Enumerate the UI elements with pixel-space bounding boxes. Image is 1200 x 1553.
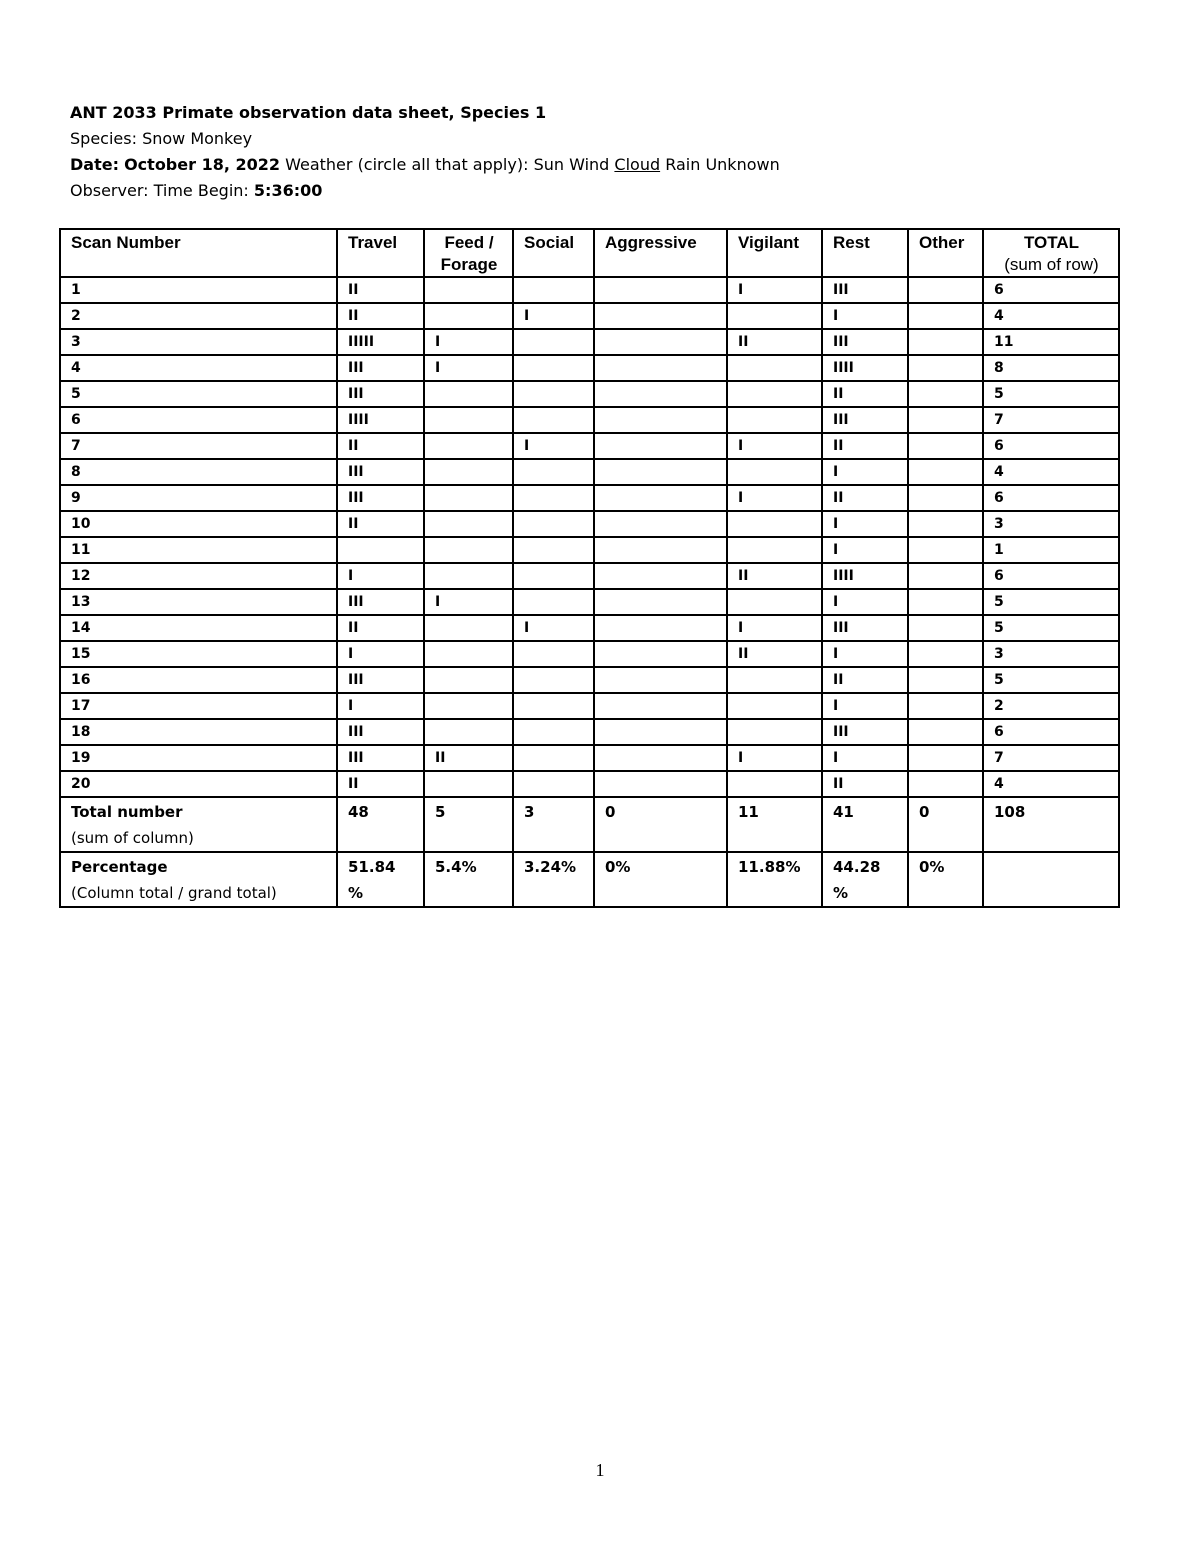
- weather-option-unknown: Unknown: [705, 155, 780, 174]
- percentage-label-cell: [60, 852, 337, 907]
- cell-vigilant: I: [727, 485, 822, 511]
- cell-total: 1: [983, 537, 1119, 563]
- cell-total: 8: [983, 355, 1119, 381]
- cell-feed-forage: [424, 485, 513, 511]
- cell-rest: III: [822, 329, 908, 355]
- cell-rest: III: [822, 277, 908, 303]
- total-number-label-cell: [60, 797, 337, 852]
- percentage-other: 0%: [908, 852, 983, 907]
- cell-other: [908, 485, 983, 511]
- col-header-scan-number: Scan Number: [60, 229, 337, 277]
- cell-feed-forage: [424, 277, 513, 303]
- table-row: [60, 459, 1119, 485]
- cell-scan-number: 3: [60, 329, 337, 355]
- cell-scan-number: 8: [60, 459, 337, 485]
- cell-social: [513, 277, 594, 303]
- table-row: [60, 719, 1119, 745]
- cell-other: [908, 667, 983, 693]
- cell-other: [908, 303, 983, 329]
- cell-travel: IIIII: [337, 329, 424, 355]
- cell-vigilant: [727, 589, 822, 615]
- percentage-aggressive: 0%: [594, 852, 727, 907]
- weather-option-cloud: Cloud: [614, 155, 661, 174]
- cell-total: 7: [983, 407, 1119, 433]
- cell-aggressive: [594, 433, 727, 459]
- cell-rest: II: [822, 771, 908, 797]
- col-header-total-label: TOTAL: [1023, 233, 1080, 252]
- date-label: Date:: [70, 155, 119, 174]
- cell-other: [908, 381, 983, 407]
- table-row: [60, 485, 1119, 511]
- cell-aggressive: [594, 771, 727, 797]
- cell-feed-forage: [424, 615, 513, 641]
- table-row: [60, 433, 1119, 459]
- cell-vigilant: [727, 511, 822, 537]
- cell-social: [513, 381, 594, 407]
- cell-other: [908, 277, 983, 303]
- cell-feed-forage: I: [424, 355, 513, 381]
- cell-social: [513, 745, 594, 771]
- cell-feed-forage: I: [424, 329, 513, 355]
- percentage-row: [60, 852, 1119, 907]
- cell-travel: I: [337, 563, 424, 589]
- cell-total: 3: [983, 641, 1119, 667]
- cell-vigilant: I: [727, 433, 822, 459]
- table-row: [60, 615, 1119, 641]
- cell-other: [908, 641, 983, 667]
- cell-aggressive: [594, 563, 727, 589]
- cell-aggressive: [594, 511, 727, 537]
- col-header-social: Social: [513, 229, 594, 277]
- total-travel: 48: [337, 797, 424, 852]
- total-other: 0: [908, 797, 983, 852]
- col-header-total-sub: (sum of row): [1004, 255, 1099, 274]
- cell-vigilant: [727, 667, 822, 693]
- cell-other: [908, 719, 983, 745]
- cell-scan-number: 7: [60, 433, 337, 459]
- table-row: [60, 745, 1119, 771]
- cell-aggressive: [594, 615, 727, 641]
- cell-aggressive: [594, 459, 727, 485]
- total-feed-forage: 5: [424, 797, 513, 852]
- cell-scan-number: 1: [60, 277, 337, 303]
- observation-table: [59, 228, 1120, 908]
- cell-travel: III: [337, 745, 424, 771]
- cell-total: 4: [983, 303, 1119, 329]
- percentage-travel: 51.84 %: [337, 852, 424, 907]
- cell-social: [513, 407, 594, 433]
- cell-rest: II: [822, 485, 908, 511]
- cell-other: [908, 771, 983, 797]
- cell-social: [513, 693, 594, 719]
- cell-travel: IIII: [337, 407, 424, 433]
- cell-scan-number: 9: [60, 485, 337, 511]
- species-value: Snow Monkey: [142, 129, 253, 148]
- weather-option-rain: Rain: [665, 155, 701, 174]
- cell-social: I: [513, 433, 594, 459]
- percentage-total: [983, 852, 1119, 907]
- cell-total: 6: [983, 719, 1119, 745]
- table-row: [60, 771, 1119, 797]
- cell-total: 3: [983, 511, 1119, 537]
- cell-social: [513, 719, 594, 745]
- cell-scan-number: 4: [60, 355, 337, 381]
- cell-feed-forage: [424, 771, 513, 797]
- cell-rest: I: [822, 303, 908, 329]
- col-header-feed-forage: [424, 229, 513, 277]
- cell-scan-number: 17: [60, 693, 337, 719]
- table-row: [60, 355, 1119, 381]
- cell-vigilant: II: [727, 641, 822, 667]
- cell-vigilant: I: [727, 277, 822, 303]
- weather-option-wind: Wind: [569, 155, 610, 174]
- cell-other: [908, 615, 983, 641]
- cell-scan-number: 14: [60, 615, 337, 641]
- cell-travel: III: [337, 719, 424, 745]
- cell-vigilant: [727, 407, 822, 433]
- cell-scan-number: 5: [60, 381, 337, 407]
- observer-line: [70, 178, 1130, 204]
- species-label: Species:: [70, 129, 137, 148]
- cell-social: [513, 511, 594, 537]
- cell-scan-number: 2: [60, 303, 337, 329]
- cell-feed-forage: [424, 537, 513, 563]
- cell-aggressive: [594, 641, 727, 667]
- table-row: [60, 667, 1119, 693]
- date-value: October 18, 2022: [124, 155, 281, 174]
- cell-travel: III: [337, 485, 424, 511]
- col-header-vigilant: Vigilant: [727, 229, 822, 277]
- cell-vigilant: [727, 719, 822, 745]
- cell-feed-forage: [424, 641, 513, 667]
- cell-feed-forage: [424, 459, 513, 485]
- col-header-aggressive: Aggressive: [594, 229, 727, 277]
- cell-scan-number: 12: [60, 563, 337, 589]
- cell-vigilant: I: [727, 615, 822, 641]
- cell-travel: [337, 537, 424, 563]
- cell-other: [908, 693, 983, 719]
- cell-total: 6: [983, 277, 1119, 303]
- cell-travel: III: [337, 667, 424, 693]
- cell-rest: I: [822, 641, 908, 667]
- cell-travel: III: [337, 459, 424, 485]
- table-row: [60, 303, 1119, 329]
- cell-total: 5: [983, 589, 1119, 615]
- total-number-label: Total number: [71, 803, 183, 821]
- cell-feed-forage: [424, 303, 513, 329]
- cell-rest: I: [822, 589, 908, 615]
- cell-vigilant: [727, 459, 822, 485]
- total-number-sub: (sum of column): [71, 829, 194, 847]
- cell-rest: II: [822, 667, 908, 693]
- cell-other: [908, 589, 983, 615]
- table-row: [60, 589, 1119, 615]
- cell-aggressive: [594, 329, 727, 355]
- cell-scan-number: 6: [60, 407, 337, 433]
- col-header-travel: Travel: [337, 229, 424, 277]
- col-header-other: Other: [908, 229, 983, 277]
- cell-scan-number: 20: [60, 771, 337, 797]
- cell-scan-number: 16: [60, 667, 337, 693]
- percentage-social: 3.24%: [513, 852, 594, 907]
- table-row: [60, 641, 1119, 667]
- table-row: [60, 537, 1119, 563]
- table-row: [60, 407, 1119, 433]
- cell-total: 6: [983, 433, 1119, 459]
- cell-travel: III: [337, 589, 424, 615]
- cell-vigilant: [727, 381, 822, 407]
- cell-vigilant: I: [727, 745, 822, 771]
- cell-aggressive: [594, 745, 727, 771]
- total-rest: 41: [822, 797, 908, 852]
- sheet-title: ANT 2033 Primate observation data sheet, Species 1: [70, 103, 547, 122]
- cell-travel: I: [337, 693, 424, 719]
- table-row: [60, 277, 1119, 303]
- col-header-feed-forage-label: Feed / Forage: [440, 233, 498, 274]
- cell-aggressive: [594, 719, 727, 745]
- cell-total: 7: [983, 745, 1119, 771]
- species-line: [70, 126, 1130, 152]
- cell-aggressive: [594, 407, 727, 433]
- cell-travel: II: [337, 303, 424, 329]
- cell-aggressive: [594, 303, 727, 329]
- cell-travel: I: [337, 641, 424, 667]
- cell-other: [908, 433, 983, 459]
- cell-vigilant: [727, 693, 822, 719]
- cell-social: I: [513, 615, 594, 641]
- cell-rest: IIII: [822, 355, 908, 381]
- cell-vigilant: [727, 355, 822, 381]
- cell-aggressive: [594, 589, 727, 615]
- cell-vigilant: II: [727, 563, 822, 589]
- cell-feed-forage: I: [424, 589, 513, 615]
- cell-feed-forage: [424, 693, 513, 719]
- cell-feed-forage: [424, 719, 513, 745]
- cell-vigilant: II: [727, 329, 822, 355]
- cell-social: [513, 485, 594, 511]
- cell-total: 4: [983, 771, 1119, 797]
- cell-aggressive: [594, 537, 727, 563]
- cell-travel: II: [337, 511, 424, 537]
- cell-total: 5: [983, 667, 1119, 693]
- cell-total: 5: [983, 381, 1119, 407]
- cell-social: [513, 329, 594, 355]
- cell-travel: III: [337, 381, 424, 407]
- cell-other: [908, 329, 983, 355]
- table-row: [60, 381, 1119, 407]
- cell-other: [908, 355, 983, 381]
- cell-vigilant: [727, 303, 822, 329]
- cell-scan-number: 15: [60, 641, 337, 667]
- date-weather-line: [70, 152, 1130, 178]
- cell-scan-number: 10: [60, 511, 337, 537]
- cell-other: [908, 537, 983, 563]
- time-begin-value: 5:36:00: [253, 181, 323, 200]
- table-row: [60, 693, 1119, 719]
- cell-vigilant: [727, 771, 822, 797]
- cell-social: [513, 589, 594, 615]
- cell-rest: III: [822, 615, 908, 641]
- weather-option-sun: Sun: [533, 155, 564, 174]
- cell-other: [908, 511, 983, 537]
- cell-travel: II: [337, 771, 424, 797]
- cell-rest: II: [822, 433, 908, 459]
- cell-social: [513, 771, 594, 797]
- col-header-rest: Rest: [822, 229, 908, 277]
- cell-scan-number: 18: [60, 719, 337, 745]
- table-body: [60, 277, 1119, 797]
- cell-total: 2: [983, 693, 1119, 719]
- cell-scan-number: 11: [60, 537, 337, 563]
- cell-rest: I: [822, 745, 908, 771]
- cell-other: [908, 459, 983, 485]
- grand-total: 108: [983, 797, 1119, 852]
- cell-rest: I: [822, 537, 908, 563]
- cell-travel: II: [337, 615, 424, 641]
- cell-total: 5: [983, 615, 1119, 641]
- cell-feed-forage: II: [424, 745, 513, 771]
- cell-scan-number: 13: [60, 589, 337, 615]
- col-header-total: [983, 229, 1119, 277]
- cell-feed-forage: [424, 407, 513, 433]
- table-row: [60, 563, 1119, 589]
- cell-travel: II: [337, 433, 424, 459]
- cell-vigilant: [727, 537, 822, 563]
- cell-aggressive: [594, 355, 727, 381]
- cell-aggressive: [594, 277, 727, 303]
- total-vigilant: 11: [727, 797, 822, 852]
- observer-label: Observer:: [70, 181, 149, 200]
- cell-total: 11: [983, 329, 1119, 355]
- cell-rest: IIII: [822, 563, 908, 589]
- cell-scan-number: 19: [60, 745, 337, 771]
- cell-social: [513, 537, 594, 563]
- cell-total: 6: [983, 563, 1119, 589]
- percentage-sub: (Column total / grand total): [71, 884, 277, 902]
- percentage-feed-forage: 5.4%: [424, 852, 513, 907]
- sheet-header: [70, 100, 1130, 204]
- percentage-rest: 44.28 %: [822, 852, 908, 907]
- cell-rest: III: [822, 719, 908, 745]
- table-header-row: [60, 229, 1119, 277]
- percentage-vigilant: 11.88%: [727, 852, 822, 907]
- cell-feed-forage: [424, 667, 513, 693]
- cell-aggressive: [594, 693, 727, 719]
- cell-aggressive: [594, 667, 727, 693]
- cell-aggressive: [594, 381, 727, 407]
- table-row: [60, 329, 1119, 355]
- cell-total: 6: [983, 485, 1119, 511]
- cell-travel: III: [337, 355, 424, 381]
- cell-rest: I: [822, 459, 908, 485]
- cell-social: I: [513, 303, 594, 329]
- cell-aggressive: [594, 485, 727, 511]
- cell-other: [908, 407, 983, 433]
- cell-social: [513, 355, 594, 381]
- total-number-row: [60, 797, 1119, 852]
- total-social: 3: [513, 797, 594, 852]
- cell-social: [513, 563, 594, 589]
- cell-feed-forage: [424, 563, 513, 589]
- percentage-label: Percentage: [71, 858, 168, 876]
- page-number: 1: [595, 1460, 605, 1480]
- cell-total: 4: [983, 459, 1119, 485]
- time-begin-label: Time Begin:: [153, 181, 249, 200]
- weather-label: Weather (circle all that apply):: [285, 155, 529, 174]
- cell-feed-forage: [424, 511, 513, 537]
- cell-rest: II: [822, 381, 908, 407]
- cell-travel: II: [337, 277, 424, 303]
- cell-rest: I: [822, 693, 908, 719]
- cell-other: [908, 563, 983, 589]
- cell-social: [513, 667, 594, 693]
- cell-social: [513, 641, 594, 667]
- cell-rest: I: [822, 511, 908, 537]
- cell-other: [908, 745, 983, 771]
- cell-feed-forage: [424, 381, 513, 407]
- cell-rest: III: [822, 407, 908, 433]
- cell-social: [513, 459, 594, 485]
- table-row: [60, 511, 1119, 537]
- cell-feed-forage: [424, 433, 513, 459]
- total-aggressive: 0: [594, 797, 727, 852]
